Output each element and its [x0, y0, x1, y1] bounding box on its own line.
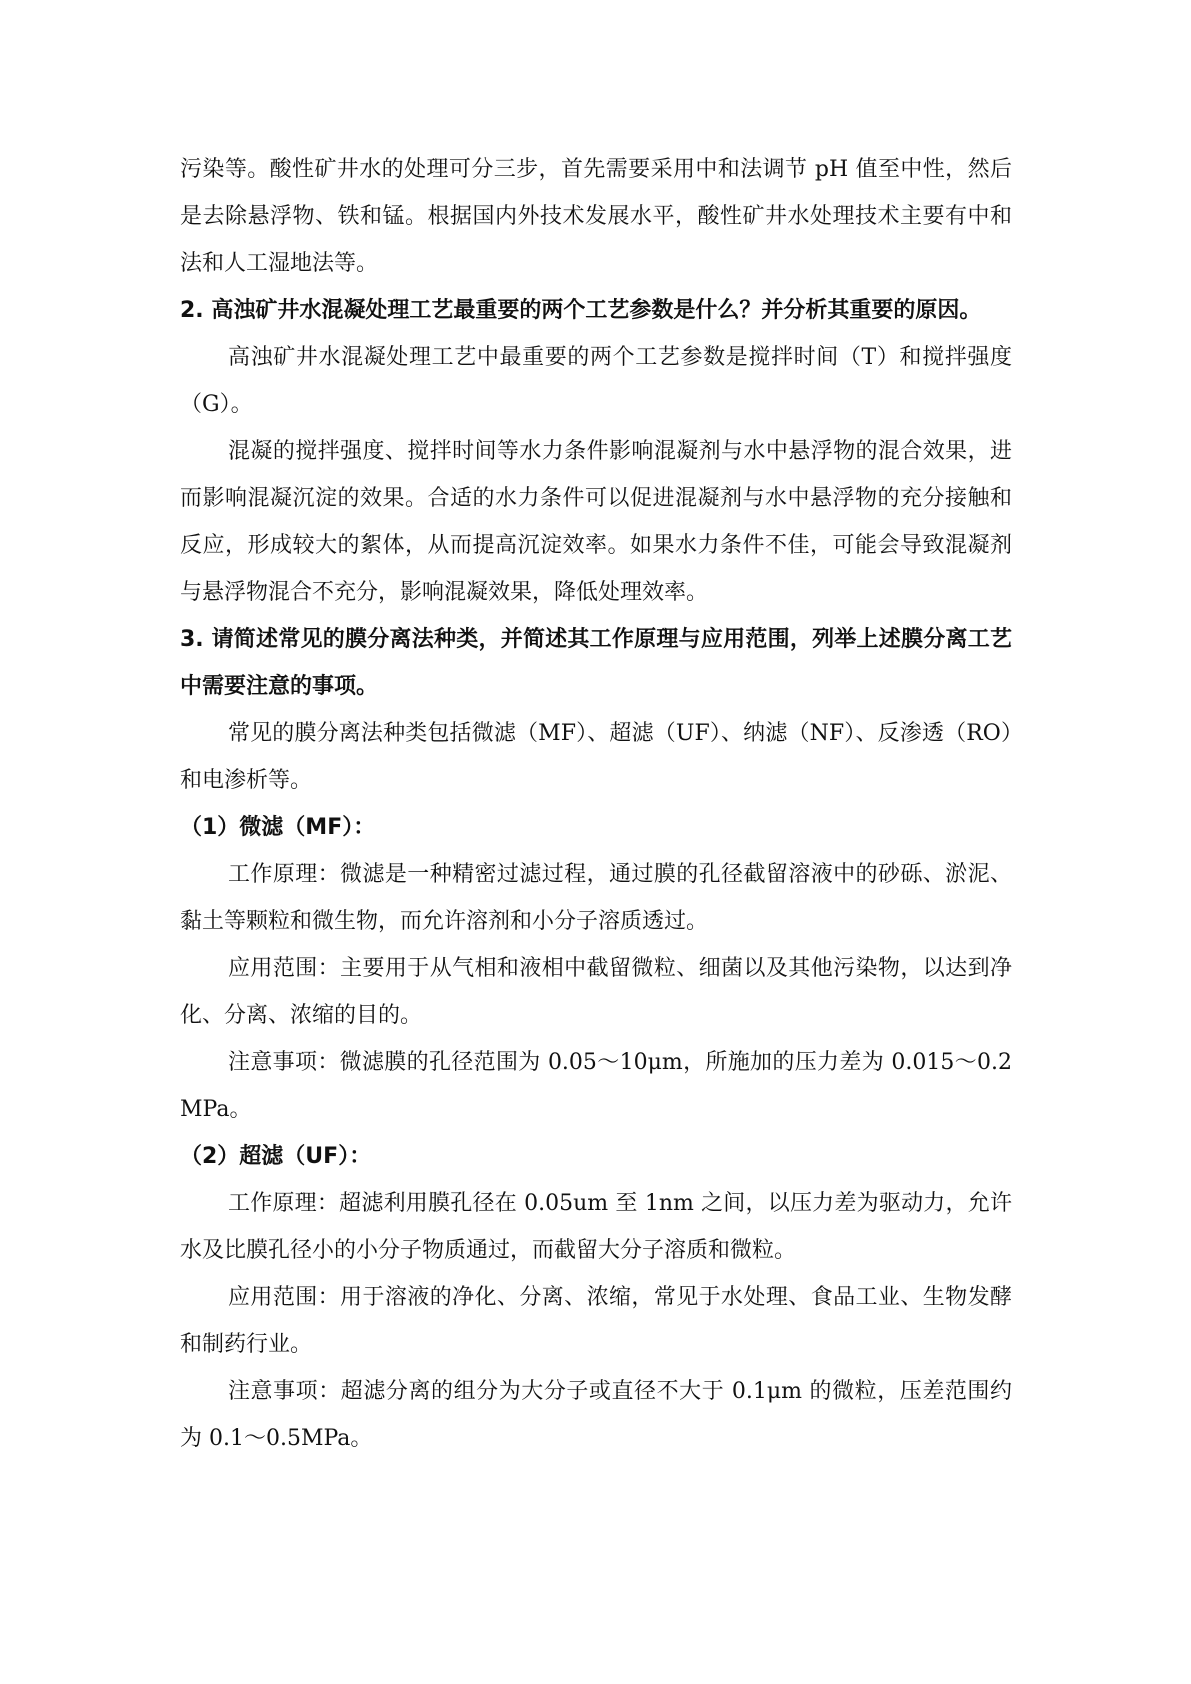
uf-notes: 注意事项：超滤分离的组分为大分子或直径不大于 0.1μm 的微粒，压差范围约为 0.1～0.5MPa。	[180, 1379, 1012, 1451]
question-2-answer-paragraph-1: 高浊矿井水混凝处理工艺中最重要的两个工艺参数是搅拌时间（T）和搅拌强度（G）。	[180, 345, 1012, 417]
question-3-answer-intro: 常见的膜分离法种类包括微滤（MF）、超滤（UF）、纳滤（NF）、反渗透（RO）和电渗析等。	[180, 721, 1012, 793]
question-3-title: 3. 请简述常见的膜分离法种类，并简述其工作原理与应用范围，列举上述膜分离工艺中需要注意的事项。	[180, 627, 1012, 699]
uf-application: 应用范围：用于溶液的净化、分离、浓缩，常见于水处理、食品工业、生物发酵和制药行业。	[180, 1285, 1012, 1357]
intro-paragraph: 污染等。酸性矿井水的处理可分三步，首先需要采用中和法调节 pH 值至中性，然后是去除悬浮物、铁和锰。根据国内外技术发展水平，酸性矿井水处理技术主要有中和法和人工湿地法等。	[180, 157, 1012, 276]
question-2-title: 2. 高浊矿井水混凝处理工艺最重要的两个工艺参数是什么？并分析其重要的原因。	[180, 298, 982, 323]
mf-principle: 工作原理：微滤是一种精密过滤过程，通过膜的孔径截留溶液中的砂砾、淤泥、黏土等颗粒和微生物，而允许溶剂和小分子溶质透过。	[180, 862, 1012, 934]
mf-application: 应用范围：主要用于从气相和液相中截留微粒、细菌以及其他污染物，以达到净化、分离、浓缩的目的。	[180, 956, 1012, 1028]
question-2-answer-paragraph-2: 混凝的搅拌强度、搅拌时间等水力条件影响混凝剂与水中悬浮物的混合效果，进而影响混凝沉淀的效果。合适的水力条件可以促进混凝剂与水中悬浮物的充分接触和反应，形成较大的絮体，从而提高沉淀效率。如果水力条件不佳，可能会导致混凝剂与悬浮物混合不充分，影响混凝效果，降低处理效率。	[180, 439, 1012, 605]
mf-notes: 注意事项：微滤膜的孔径范围为 0.05～10μm，所施加的压力差为 0.015～0.2MPa。	[180, 1050, 1012, 1122]
document-body	[180, 146, 1012, 1462]
uf-principle: 工作原理：超滤利用膜孔径在 0.05um 至 1nm 之间，以压力差为驱动力，允许水及比膜孔径小的小分子物质通过，而截留大分子溶质和微粒。	[180, 1191, 1012, 1263]
uf-heading: （2）超滤（UF）：	[180, 1144, 372, 1169]
mf-heading: （1）微滤（MF）：	[180, 815, 376, 840]
